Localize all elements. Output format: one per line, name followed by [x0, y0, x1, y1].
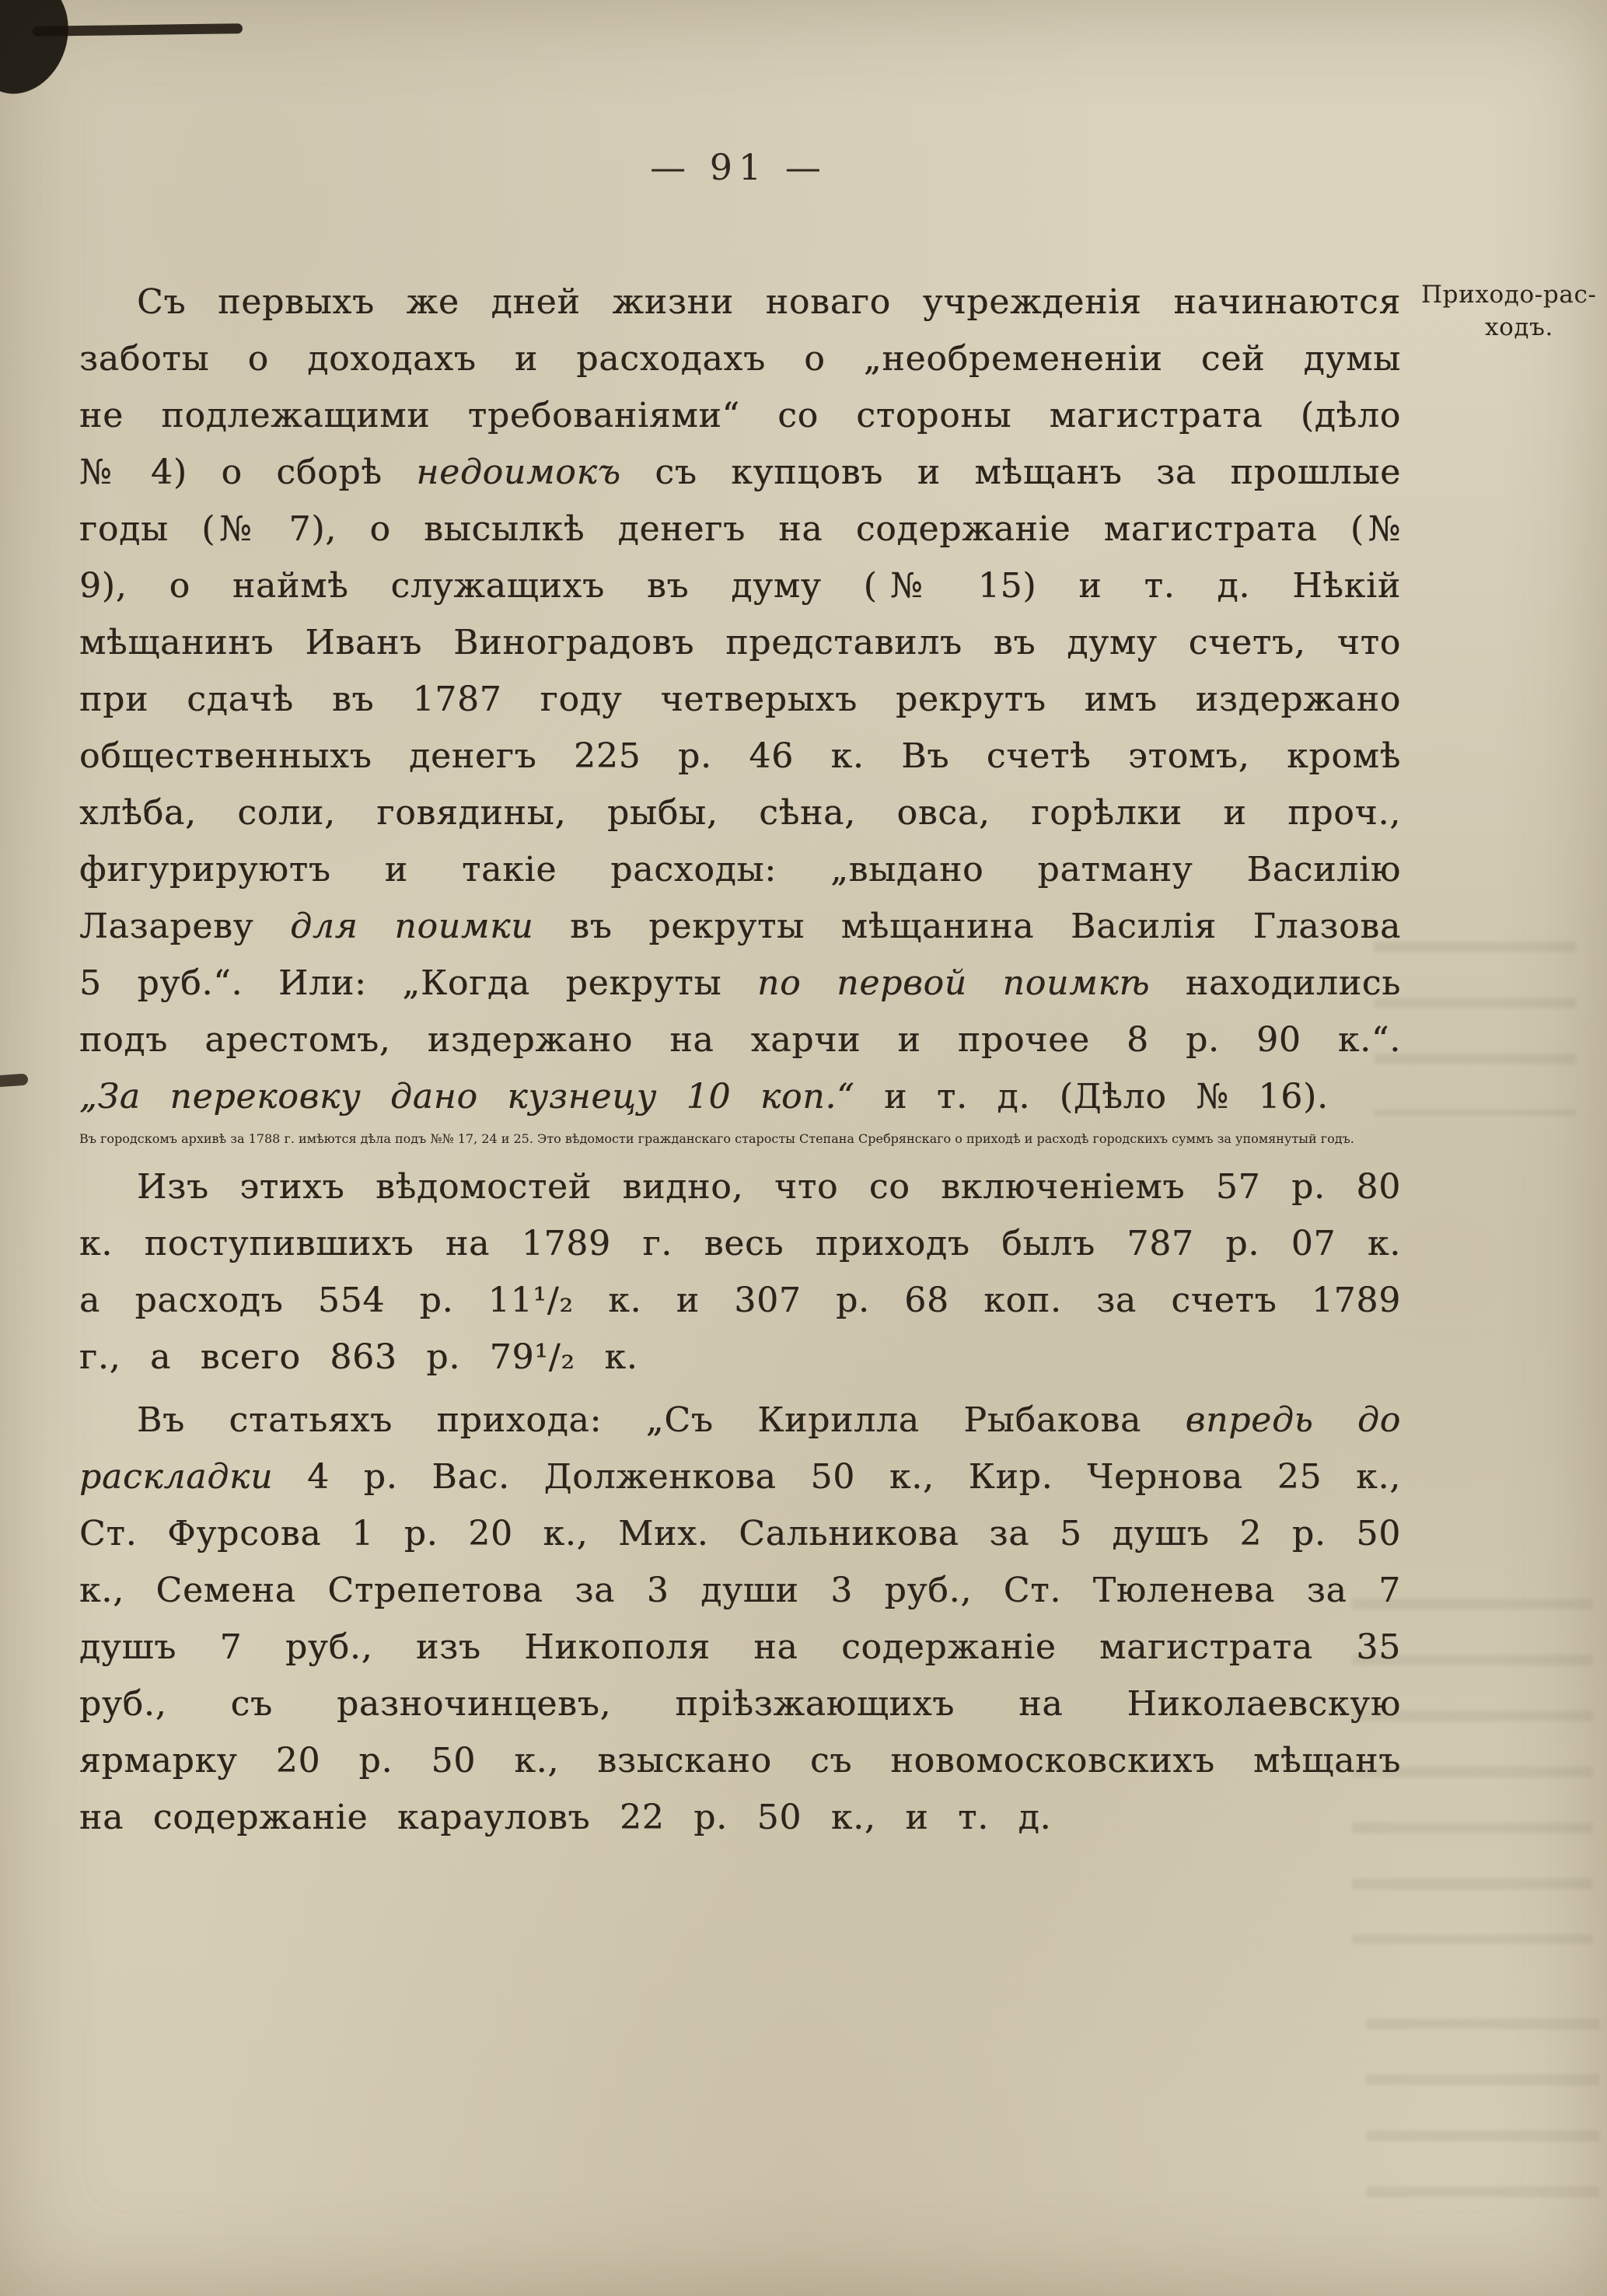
text-segment: недоимокъ	[416, 453, 621, 492]
text-segment: „За перековку дано кузнецу 10 коп.“	[79, 1077, 855, 1117]
text-segment: 4 р. Вас. Долженкова 50 к., Кир. Чернова 25 к., Ст. Фурсова 1 р. 20 к., Мих. Сальникова за 5 душъ 2 р. 50 к., Семена Стрепетова за 3 души 3 руб., Ст. Тюленева за 7 душъ 7 руб., изъ Никополя на содержаніе магистрата 35 руб., съ разночинцевъ, пріѣзжающихъ на Николаевскую ярмарку 20 р. 50 к., взыскано съ новомосковскихъ мѣщанъ на содержаніе карауловъ 22 р. 50 к., и т. д.	[79, 1457, 1401, 1837]
scan-artifact-edge-mark	[0, 1073, 28, 1087]
page-number: — 91 —	[650, 146, 827, 188]
paragraph-3	[79, 1158, 1401, 1386]
paragraph-4	[79, 1392, 1401, 1846]
text-segment: Въ городскомъ архивѣ за 1788 г. имѣются дѣла подъ №№ 17, 24 и 25. Это вѣдомости гражданскаго старосты Степана Сребрянскаго о приходѣ и расходѣ городскихъ суммъ за упомянутый годъ.	[79, 1131, 1354, 1146]
text-segment: по первой поимкѣ	[757, 963, 1151, 1003]
scan-artifact-corner	[0, 0, 86, 108]
bleed-through-artifact	[1374, 929, 1576, 1116]
text-segment: Въ статьяхъ прихода: „Съ Кирилла Рыбакова	[137, 1400, 1186, 1440]
text-segment: съ купцовъ и мѣщанъ за прошлые годы (№ 7), о высылкѣ денегъ на содержаніе магистрата (№ 9), о наймѣ служащихъ въ думу (№ 15) и т. д. Нѣкій мѣщанинъ Иванъ Виноградовъ представилъ въ думу счетъ, что при сдачѣ въ 1787 году четверыхъ рекрутъ имъ издержано общественныхъ денегъ 225 р. 46 к. Въ счетѣ этомъ, кромѣ хлѣба, соли, говядины, рыбы, сѣна, овса, горѣлки и проч., фигурируютъ и такіе расходы: „выдано ратману Василію Лазареву	[79, 453, 1401, 946]
margin-note-line: ходъ.	[1485, 313, 1553, 341]
margin-note-line: Приходо-рас-	[1421, 281, 1597, 309]
text-segment: находились подъ арестомъ, издержано на харчи и прочее 8 р. 90 к.“.	[79, 963, 1401, 1060]
margin-note	[1421, 278, 1607, 344]
paragraph-2-text	[79, 1131, 1354, 1146]
paragraph-1	[79, 274, 1401, 1125]
text-segment: впредь до раскладки	[79, 1400, 1401, 1497]
text-segment: для поимки	[290, 907, 534, 946]
bleed-through-artifact	[1366, 2006, 1599, 2208]
text-segment: Съ первыхъ же дней жизни новаго учрежденія начинаются заботы о доходахъ и расходахъ о „необремененіи сей думы не подлежащими требованіями“ со стороны магистрата (дѣло № 4) о сборѣ	[79, 282, 1401, 492]
scan-artifact-streak	[33, 23, 243, 37]
text-segment: въ рекруты мѣщанина Василія Глазова 5 руб.“. Или: „Когда рекруты	[79, 907, 1401, 1003]
text-block	[79, 274, 1597, 1852]
text-segment: Изъ этихъ вѣдомостей видно, что со включеніемъ 57 р. 80 к. поступившихъ на 1789 г. весь приходъ былъ 787 р. 07 к. а расходъ 554 р. 11¹/₂ к. и 307 р. 68 коп. за счетъ 1789 г., а всего 863 р. 79¹/₂ к.	[79, 1167, 1401, 1377]
text-segment: и т. д. (Дѣло № 16).	[854, 1077, 1329, 1117]
